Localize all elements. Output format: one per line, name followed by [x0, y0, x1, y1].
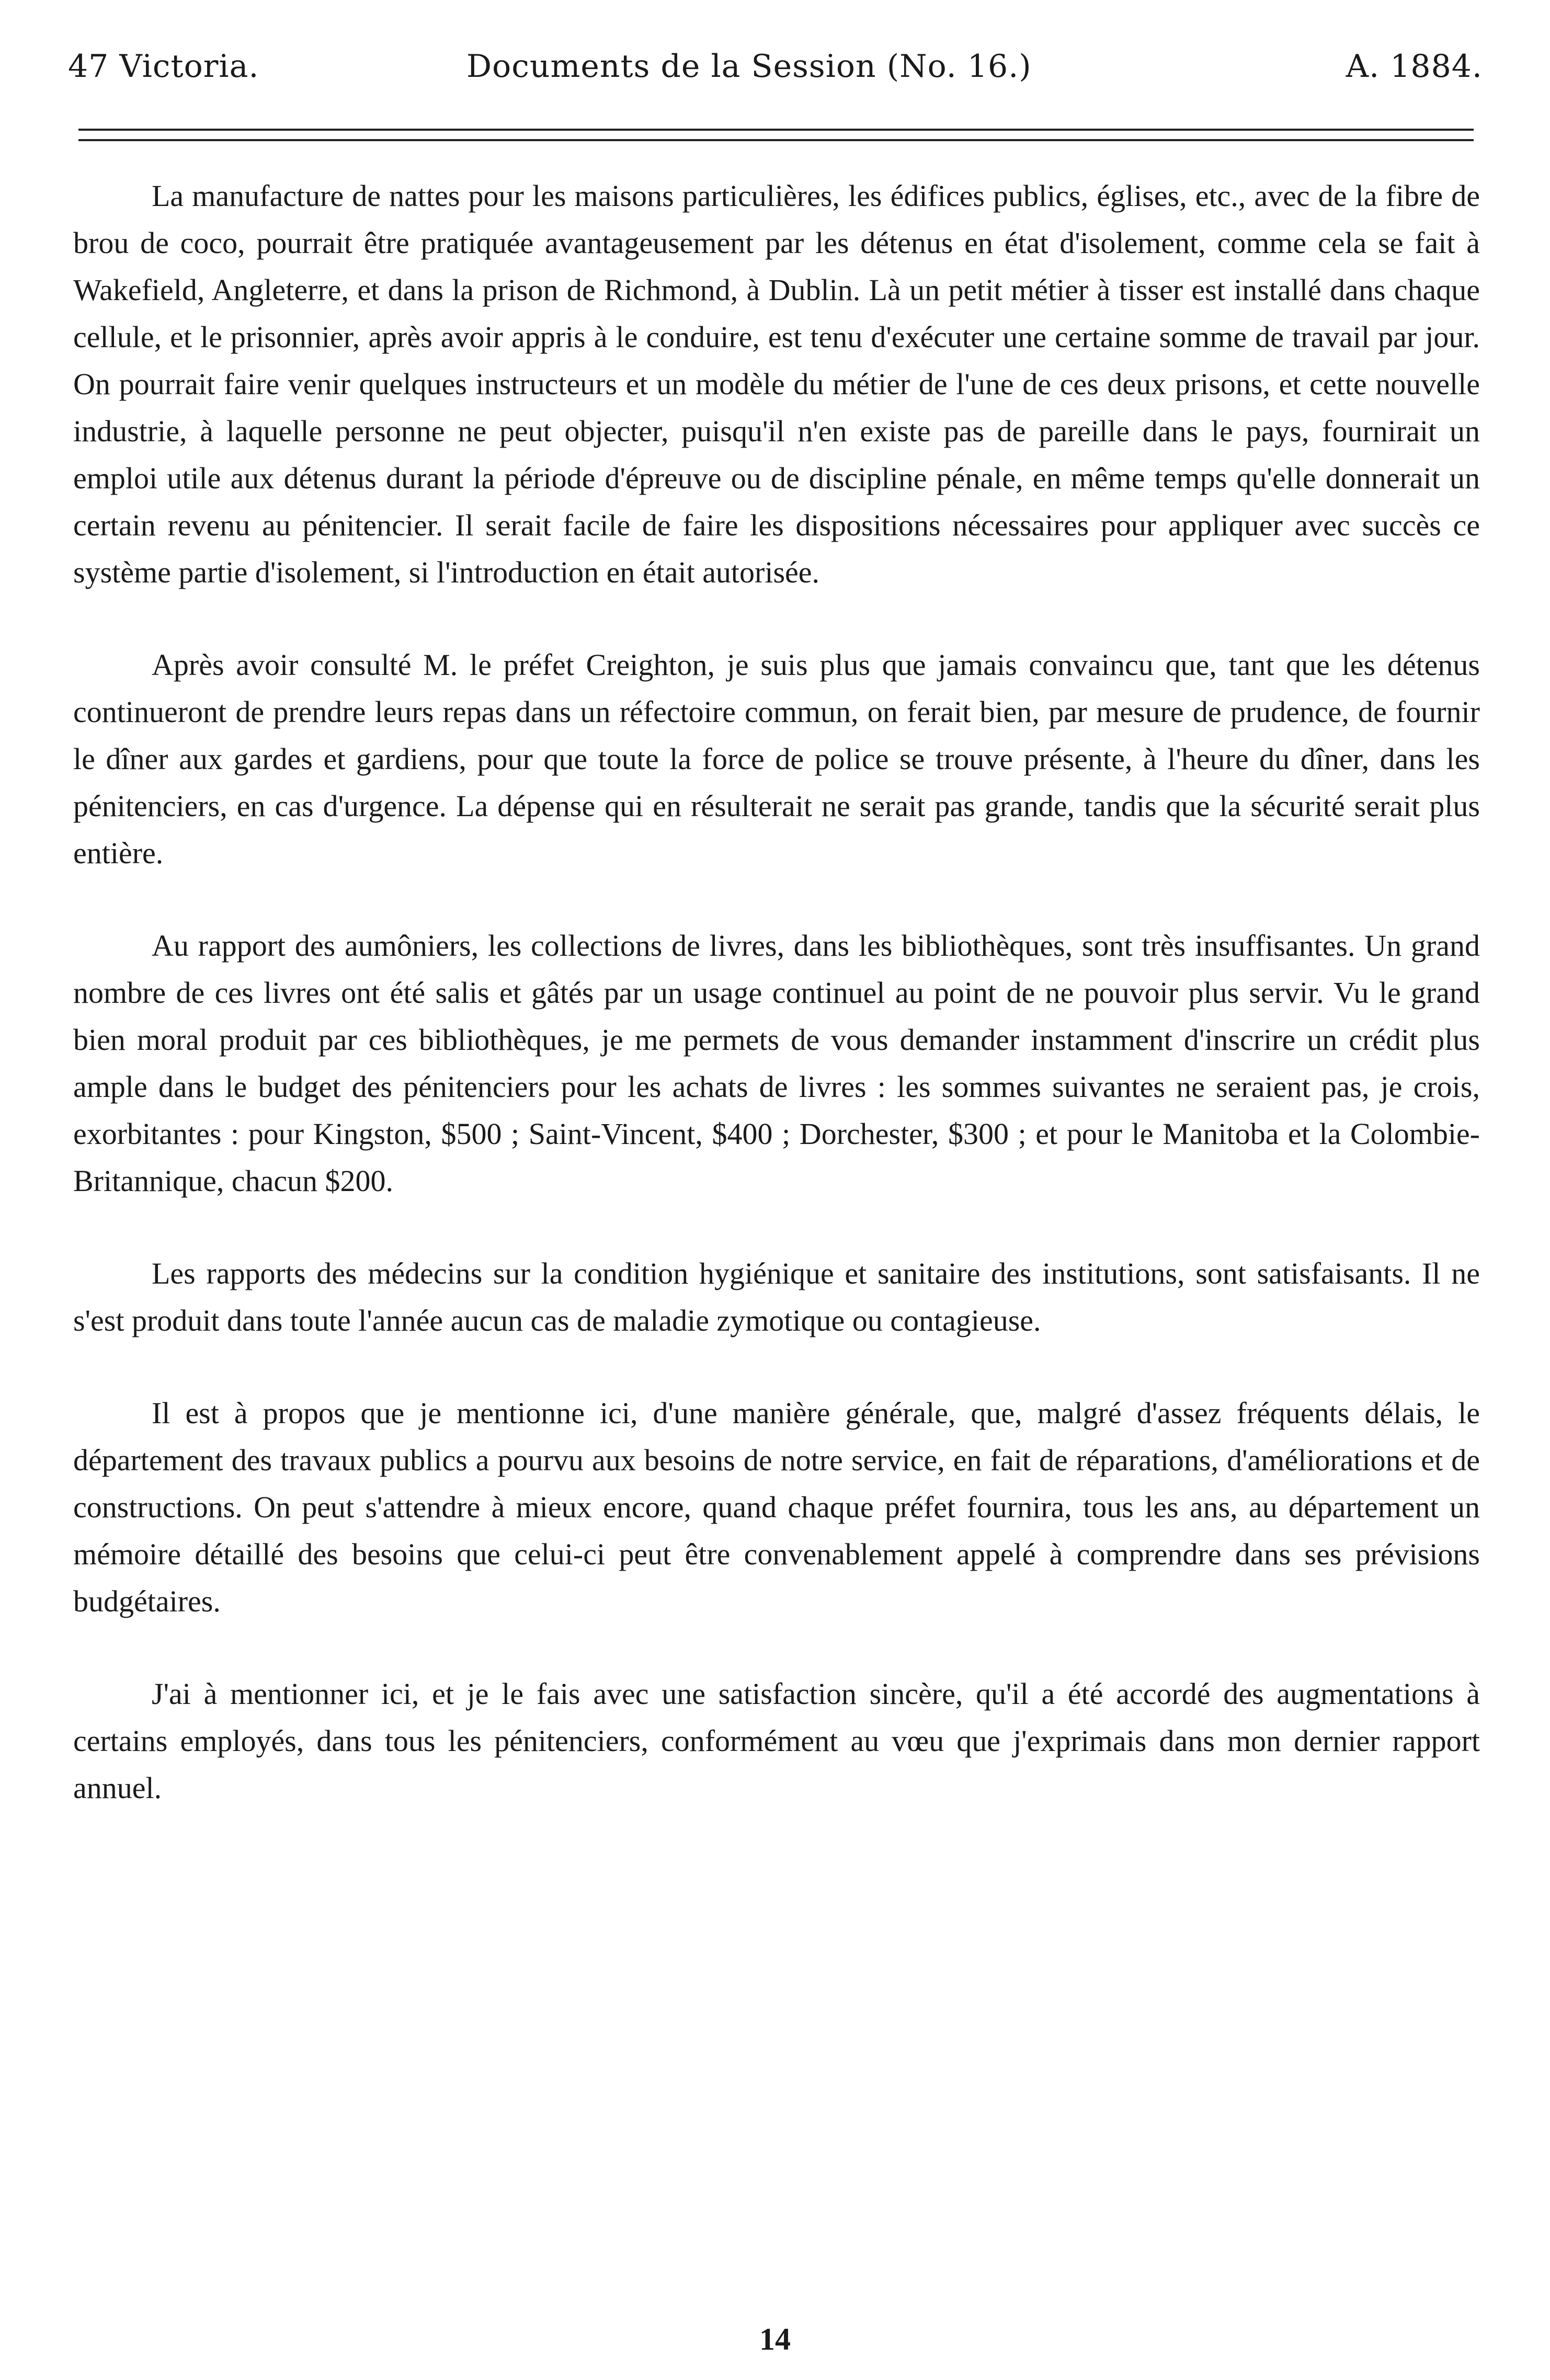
paragraph-salary-increases: J'ai à mentionner ici, et je le fais avec une satisfaction sincère, qu'il a été accordé des augmentations à certains employés, dans tous les pénitenciers, conformément au vœu que j'exprimais dans mon dernier rapport annuel.: [73, 1677, 1480, 1805]
paragraph-libraries: Au rapport des aumôniers, les collections de livres, dans les bibliothèques, sont très insuffisantes. Un grand nombre de ces livres ont été salis et gâtés par un usage continuel au point de ne pouvoir plus servir. Vu le grand bien moral produit par ces bibliothèques, je me permets de vous demander instamment d'inscrire un crédit plus ample dans le budget des pénitenciers pour les achats de livres : les sommes suivantes ne seraient pas, je crois, exorbitantes : pour Kingston, $500 ; Saint-Vincent, $400 ; Dorchester, $300 ; et pour le Manitoba et la Colombie-Britannique, chacun $200.: [73, 929, 1480, 1198]
header-year: A. 1884.: [1346, 48, 1483, 85]
paragraph-medical-reports: Les rapports des médecins sur la condition hygiénique et sanitaire des institutions, sont satisfaisants. Il ne s'est produit dans toute l'année aucun cas de maladie zymotique ou contagieuse.: [73, 1256, 1480, 1337]
running-header: [68, 48, 1483, 95]
paragraph-public-works: Il est à propos que je mentionne ici, d'une manière générale, que, malgré d'assez fréquents délais, le département des travaux publics a pourvu aux besoins de notre service, en fait de réparations, d'améliorations et de constructions. On peut s'attendre à mieux encore, quand chaque préfet fournira, tous les ans, au département un mémoire détaillé des besoins que celui-ci peut être convenablement appelé à comprendre dans ses prévisions budgétaires.: [73, 1396, 1480, 1618]
paragraph-mat-manufacture: La manufacture de nattes pour les maisons particulières, les édifices publics, églises, etc., avec de la fibre de brou de coco, pourrait être pratiquée avantageusement par les détenus en état d'isolement, comme cela se fait à Wakefield, Angleterre, et dans la prison de Richmond, à Dublin. Là un petit métier à tisser est installé dans chaque cellule, et le prisonnier, après avoir appris à le conduire, est tenu d'exécuter une certaine somme de travail par jour. On pourrait faire venir quelques instructeurs et un modèle du métier de l'une de ces deux prisons, et cette nouvelle industrie, à laquelle personne ne peut objecter, puisqu'il n'en existe pas de pareille dans le pays, fournirait un emploi utile aux détenus durant la période d'épreuve ou de discipline pénale, en même temps qu'elle donnerait un certain revenu au pénitencier. Il serait facile de faire les dispositions nécessaires pour appliquer avec succès ce système partie d'isolement, si l'introduction en était autorisée.: [73, 179, 1480, 589]
header-volume: 47 Victoria.: [68, 48, 259, 85]
header-title: Documents de la Session (No. 16.): [466, 48, 1032, 85]
page-number: 14: [759, 2322, 791, 2356]
header-rule-bottom: [78, 139, 1474, 141]
header-rule-top: [78, 129, 1474, 131]
body-text: [73, 173, 1480, 1812]
paragraph-dinner-guards: Après avoir consulté M. le préfet Creighton, je suis plus que jamais convaincu que, tant que les détenus continueront de prendre leurs repas dans un réfectoire commun, on ferait bien, par mesure de prudence, de fournir le dîner aux gardes et gardiens, pour que toute la force de police se trouve présente, à l'heure du dîner, dans les pénitenciers, en cas d'urgence. La dépense qui en résulterait ne serait pas grande, tandis que la sécurité serait plus entière.: [73, 648, 1480, 870]
